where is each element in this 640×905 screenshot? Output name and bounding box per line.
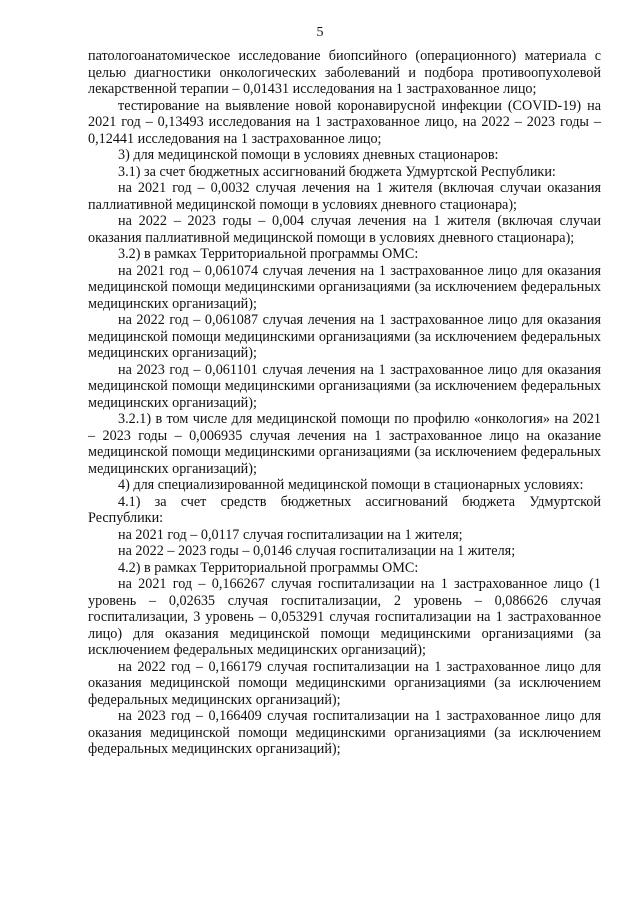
paragraph-inpatient-2022-2023: на 2022 – 2023 годы – 0,0146 случая госпитализации на 1 жителя; bbox=[118, 543, 516, 559]
paragraph-oms-day-2023: на 2023 год – 0,061101 случая лечения на 1 застрахованное лицо для оказания медицинской помощи медицинскими организациями (за исключением федеральных медицинских организаций); bbox=[88, 361, 601, 411]
paragraph-covid-testing: тестирование на выявление новой коронавирусной инфекции (COVID-19) на 2021 год – 0,13493 исследования на 1 застрахованное лицо, на 2022 – 2023 годы – 0,12441 исследования на 1 застрахованное лицо; bbox=[88, 97, 601, 147]
paragraph-oms-inpatient-2023: на 2023 год – 0,166409 случая госпитализации на 1 застрахованное лицо для оказания медицинской помощи медицинскими организациями (за исключением федеральных медицинских организаций); bbox=[88, 708, 601, 757]
paragraph-day-hospital-2021: на 2021 год – 0,0032 случая лечения на 1 жителя (включая случаи оказания паллиативной медицинской помощи в условиях дневного стационара); bbox=[88, 180, 601, 213]
paragraph-oms-inpatient: 4.2) в рамках Территориальной программы ОМС: bbox=[118, 559, 419, 576]
paragraph-budget-day-hospital: 3.1) за счет бюджетных ассигнований бюджета Удмуртской Республики: bbox=[118, 163, 556, 180]
page-number: 5 bbox=[316, 25, 324, 40]
paragraph-oms-inpatient-2021: на 2021 год – 0,166267 случая госпитализации на 1 застрахованное лицо (1 уровень – 0,02635 случая госпитализации, 2 уровень – 0,086626 случая госпитализации, 3 уровень – 0,053291 случая госпитализации на 1 застрахованное лицо) для оказания медицинской помощи медицинскими организациями (за исключением федеральных медицинских организаций); bbox=[88, 576, 601, 658]
paragraph-inpatient-heading: 4) для специализированной медицинской помощи в стационарных условиях: bbox=[118, 477, 584, 493]
paragraph-pathology-study: патологоанатомическое исследование биопсийного (операционного) материала с целью диагностики онкологических заболеваний и подбора противоопухолевой лекарственной терапии – 0,01431 исследования на 1 застрахованное лицо; bbox=[88, 48, 601, 97]
paragraph-day-hospital-heading: 3) для медицинской помощи в условиях дневных стационаров: bbox=[118, 147, 499, 163]
document-body bbox=[88, 48, 601, 758]
paragraph-budget-inpatient: 4.1) за счет средств бюджетных ассигнований бюджета Удмуртской Республики: bbox=[88, 493, 601, 526]
paragraph-oms-day-2021: на 2021 год – 0,061074 случая лечения на 1 застрахованное лицо для оказания медицинской помощи медицинскими организациями (за исключением федеральных медицинских организаций); bbox=[88, 262, 601, 312]
paragraph-day-hospital-2022-2023: на 2022 – 2023 годы – 0,004 случая лечения на 1 жителя (включая случаи оказания паллиативной медицинской помощи в условиях дневного стационара); bbox=[88, 213, 601, 246]
paragraph-oms-day-hospital: 3.2) в рамках Территориальной программы ОМС: bbox=[118, 246, 419, 262]
paragraph-oms-day-2022: на 2022 год – 0,061087 случая лечения на 1 застрахованное лицо для оказания медицинской помощи медицинскими организациями (за исключением федеральных медицинских организаций); bbox=[88, 312, 601, 361]
paragraph-oncology-day-hospital: 3.2.1) в том числе для медицинской помощи по профилю «онкология» на 2021 – 2023 годы – 0,006935 случая лечения на 1 застрахованное лицо на оказание медицинской помощи медицинскими организациями (за исключением федеральных медицинских организаций); bbox=[88, 411, 601, 477]
paragraph-oms-inpatient-2022: на 2022 год – 0,166179 случая госпитализации на 1 застрахованное лицо для оказания медицинской помощи медицинскими организациями (за исключением федеральных медицинских организаций); bbox=[88, 658, 601, 708]
paragraph-inpatient-2021: на 2021 год – 0,0117 случая госпитализации на 1 жителя; bbox=[118, 526, 463, 543]
